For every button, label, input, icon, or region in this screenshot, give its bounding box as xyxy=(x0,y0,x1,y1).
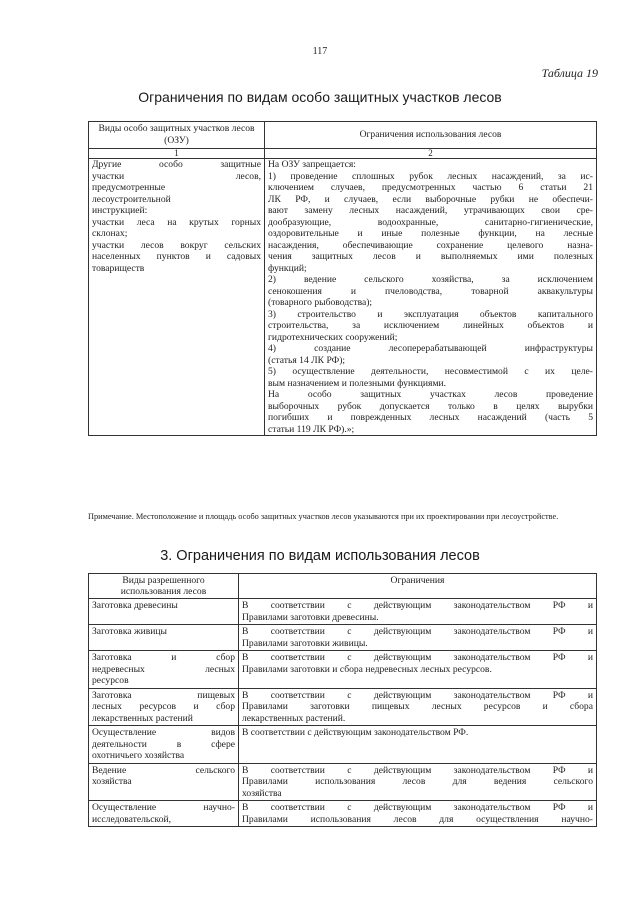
ozu-kind-line: участки лесов, xyxy=(92,170,261,182)
use-kind-cell xyxy=(89,726,239,764)
use-restriction-cell xyxy=(239,688,597,726)
restriction-line: функций; xyxy=(268,262,307,274)
restriction-line: чения защитных лесов и выполняемых ими полезных xyxy=(268,251,593,262)
table-note: Примечание. Местоположение и площадь особо защитных участков лесов указываются при их проектировании при лесоустройстве. xyxy=(88,512,559,521)
table1-title: Ограничения по видам особо защитных участков лесов xyxy=(138,89,502,105)
use-kind-line: Осуществление видов xyxy=(92,727,235,738)
use-restriction-cell xyxy=(239,651,597,689)
restriction-item xyxy=(268,343,593,366)
restriction-item xyxy=(268,171,593,275)
table-row xyxy=(89,625,597,651)
use-restriction-line: В соответствии с действующим законодательством РФ и xyxy=(242,626,593,637)
use-restriction-cell xyxy=(239,801,597,827)
use-kind-line: исследовательской, xyxy=(92,813,172,825)
use-kind-line: Заготовка пищевых xyxy=(92,689,235,701)
use-restriction-line: В соответствии с действующим законодательством РФ. xyxy=(242,727,469,738)
use-kind-line: Заготовка древесины xyxy=(92,600,178,611)
restriction-line: (товарного рыбоводства); xyxy=(268,297,373,308)
restriction-line: 2) ведение сельского хозяйства, за исключением xyxy=(268,274,593,285)
use-restriction-line: В соответствии с действующим законодательством РФ и xyxy=(242,802,593,813)
restriction-line: дообразующие, водоохранные, санитарно-гигиенические, xyxy=(268,216,593,228)
use-restriction-line: В соответствии с действующим законодательством РФ и xyxy=(242,764,593,776)
use-restriction-line: В соответствии с действующим законодательством РФ и xyxy=(242,689,593,701)
ozu-kind-line: инструкцией: xyxy=(92,205,148,216)
ozu-kind-line: населенных пунктов и садовых xyxy=(92,251,261,262)
use-restriction-line: хозяйства xyxy=(242,787,282,799)
use-kind-line: Осуществление научно- xyxy=(92,802,235,813)
ozu-kind-line: участки леса на крутых горных xyxy=(92,216,261,228)
table1-col-number-2: 2 xyxy=(265,149,597,159)
restriction-line: оздоровительные и иные полезные функции, на лесные xyxy=(268,228,593,239)
use-restriction-line: Правилами заготовки древесины. xyxy=(242,611,379,623)
ozu-restrictions-table xyxy=(88,121,597,436)
use-restriction-cell xyxy=(239,599,597,625)
table-row xyxy=(89,763,597,801)
use-kind-line: лекарственных растений xyxy=(92,712,193,724)
table-row xyxy=(89,688,597,726)
use-kind-line: Ведение сельского xyxy=(92,764,235,776)
ozu-kind-line: склонах; xyxy=(92,228,128,239)
table1-ozu-kinds-cell xyxy=(89,159,265,436)
use-restriction-line: Правилами заготовки живицы. xyxy=(242,637,368,649)
restriction-line: 4) создание лесоперерабатывающей инфраструктуры xyxy=(268,343,593,354)
restriction-line: насаждения, обеспечивающие сохранение целевого назна- xyxy=(268,239,593,251)
ozu-kind-line: участки лесов вокруг сельских xyxy=(92,239,261,251)
use-restriction-cell xyxy=(239,625,597,651)
use-restriction-line: Правилами использования лесов для ведения сельского xyxy=(242,776,593,787)
use-restriction-line: Правилами заготовки и сбора недревесных лесных ресурсов. xyxy=(242,663,492,675)
table-caption: Таблица 19 xyxy=(541,66,598,80)
use-restriction-cell xyxy=(239,726,597,764)
restriction-line: сенокошения и пчеловодства, товарной аквакультуры xyxy=(268,285,593,297)
ozu-kind-line: лесоустроительной xyxy=(92,193,171,205)
restriction-line: выборочных рубок допускается только в целях вырубки xyxy=(268,400,593,412)
ozu-kind-line: товариществ xyxy=(92,262,145,274)
table1-col-number-1: 1 xyxy=(89,149,265,159)
restriction-line: 5) осуществление деятельности, несовместимой с их целе- xyxy=(268,366,593,377)
use-kind-cell xyxy=(89,625,239,651)
use-restriction-line: В соответствии с действующим законодательством РФ и xyxy=(242,600,593,611)
use-kind-line: недревесных лесных xyxy=(92,663,235,675)
use-kind-cell xyxy=(89,599,239,625)
use-kind-line: Заготовка и сбор xyxy=(92,652,235,663)
page-number: 117 xyxy=(312,46,328,57)
restriction-line: 1) проведение сплошных рубок лесных насаждений, за ис- xyxy=(268,170,593,182)
restriction-item xyxy=(268,309,593,344)
restriction-line: (статья 14 ЛК РФ); xyxy=(268,354,346,366)
use-kind-cell xyxy=(89,688,239,726)
use-kind-line: хозяйства xyxy=(92,776,132,787)
use-kind-cell xyxy=(89,651,239,689)
use-kind-line: деятельности в сфере xyxy=(92,738,235,750)
table1-restrictions-cell xyxy=(265,159,597,436)
table-row xyxy=(89,599,597,625)
use-kind-line: ресурсов xyxy=(92,675,129,686)
use-kind-line: лесных ресурсов и сбор xyxy=(92,701,235,712)
table1-header-kinds: Виды особо защитных участков лесов (ОЗУ) xyxy=(89,122,265,149)
restriction-line: статьи 119 ЛК РФ).»; xyxy=(268,423,355,435)
table2-body xyxy=(89,599,597,827)
restriction-line: ключением случаев, предусмотренных частью 6 статьи 21 xyxy=(268,182,593,193)
table2-title: 3. Ограничения по видам использования лесов xyxy=(160,548,480,564)
use-kind-line: охотничьего хозяйства xyxy=(92,750,185,761)
table1-header-restrictions: Ограничения использования лесов xyxy=(265,122,597,149)
table-row xyxy=(89,651,597,689)
table2-header-kinds: Виды разрешенного использования лесов xyxy=(89,574,239,599)
use-restriction-line: лекарственных растений. xyxy=(242,712,346,724)
use-restriction-line: Правилами использования лесов для осуществления научно- xyxy=(242,813,593,825)
restriction-line: На особо защитных участках лесов проведение xyxy=(268,389,593,400)
ozu-kind-line: Другие особо защитные xyxy=(92,159,261,170)
use-kind-line: Заготовка живицы xyxy=(92,626,168,637)
ozu-kind-line: предусмотренные xyxy=(92,182,166,193)
table1-restrictions-intro: На ОЗУ запрещается: xyxy=(268,159,356,170)
use-restriction-cell xyxy=(239,763,597,801)
restriction-line: вают замену лесных насаждений, утрачивающих свои сре- xyxy=(268,205,593,216)
restriction-line: 3) строительство и эксплуатация объектов капитального xyxy=(268,308,593,320)
forest-use-restrictions-table xyxy=(88,573,597,827)
restriction-item xyxy=(268,389,593,435)
restriction-line: строительства, за исключением линейных объектов и xyxy=(268,320,593,331)
table-row xyxy=(89,726,597,764)
restriction-line: ЛК РФ, и случаев, если выборочные рубки не обеспечи- xyxy=(268,193,593,205)
restriction-item xyxy=(268,366,593,389)
restriction-line: гидротехнических сооружений; xyxy=(268,331,398,343)
table2-header-restrictions: Ограничения xyxy=(239,574,597,599)
restriction-line: погибших и поврежденных лесных насаждений (часть 5 xyxy=(268,412,593,423)
restriction-item xyxy=(268,274,593,309)
table-row xyxy=(89,801,597,827)
use-restriction-line: В соответствии с действующим законодательством РФ и xyxy=(242,652,593,663)
use-restriction-line: Правилами заготовки пищевых лесных ресурсов и сбора xyxy=(242,701,593,712)
use-kind-cell xyxy=(89,801,239,827)
use-kind-cell xyxy=(89,763,239,801)
restriction-line: вым назначением и полезными функциями. xyxy=(268,377,447,389)
